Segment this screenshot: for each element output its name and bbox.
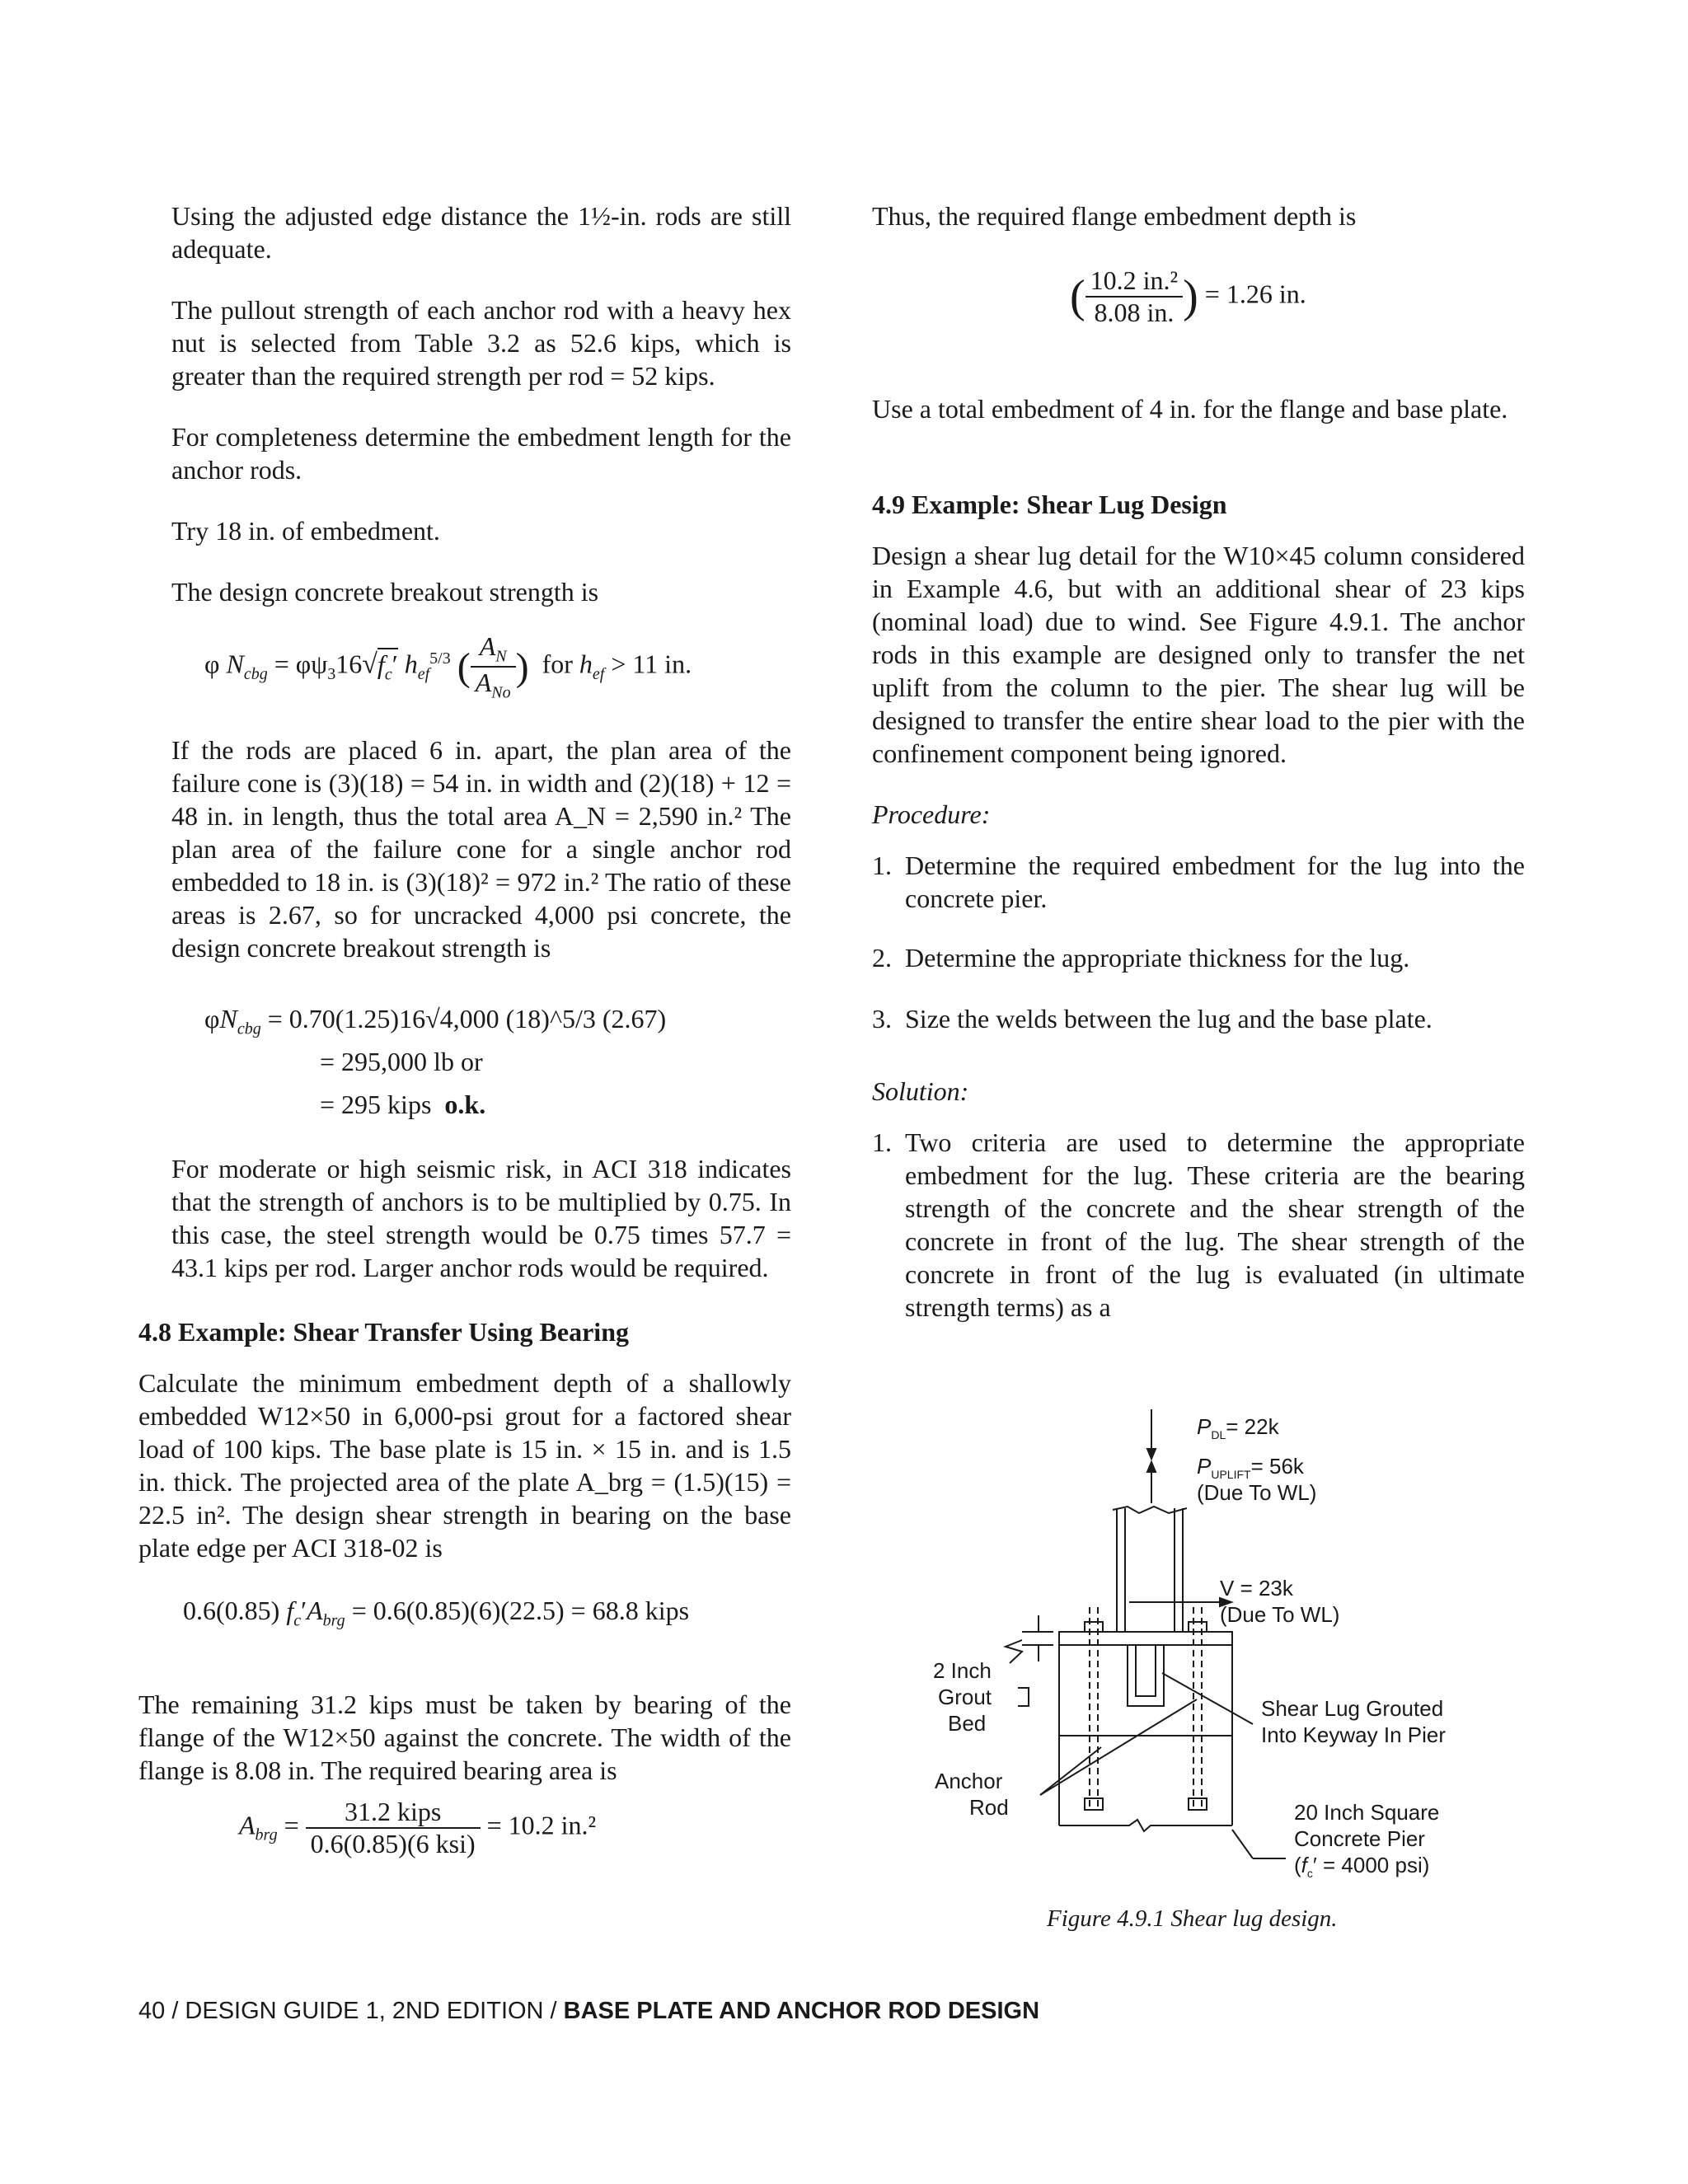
anchor-nut-bottom-left (1085, 1798, 1103, 1810)
right-paragraph-2: Use a total embedment of 4 in. for the flange and base plate. (872, 394, 1508, 424)
uplift-load-label: $P_{UPLIFT}= 56k$ (1197, 1454, 1304, 1481)
left-paragraph-7: For moderate or high seismic risk, in ACI 318 indicates that the strength of anchors is to be multiplied by 0.75. In this case, the steel strength would be 0.75 times 57.7 = 43.1 kips per rod. Larger anchor rods would be required. (171, 1154, 791, 1282)
equation-breakout-line1: $\varphi N_{cbg} = 0.70(1.25)16√4,000$ (18)^5/3 (2.67) (204, 1004, 667, 1038)
pier-break-line (1059, 1820, 1232, 1831)
procedure-label: Procedure: (872, 799, 991, 829)
grout-bracket (1018, 1688, 1029, 1706)
left-paragraph-9: The remaining 31.2 kips must be taken by bearing of the flange of the W12×50 against the concrete. The width of the flange is 8.08 in. The required bearing area is (138, 1690, 791, 1785)
equation-breakout-general: φ $N_{cbg} = \varphi\psi_316√f_c'$ $h_{ef}^{5/3}$ ( $\frac{A_N}{A_{No}}$ ) for $h_{ef} > 11$ in. (204, 631, 692, 702)
equation-bearing-area: $A_{brg}$ = $\frac{\text{31.2 kips}}{\text{0.6(0.85)(6 ksi)}}$ = 10.2 in.² (239, 1797, 597, 1858)
left-paragraph-8: Calculate the minimum embedment depth of a shallowly embedded W12×50 in 6,000-psi grout for a factored shear load of 100 kips. The base plate is 15 in. × 15 in. and is 1.5 in. thick. The projected area of the plate A_brg = (1.5)(15) = 22.5 in². The design shear strength in bearing on the base plate edge per ACI 318-02 is (138, 1368, 791, 1563)
section-heading-4-8: 4.8 Example: Shear Transfer Using Bearing (138, 1317, 629, 1347)
solution-step-1: 1. Two criteria are used to determine the appropriate embedment for the lug. These criteria are the bearing strength of the concrete and the shear strength of the concrete in front of the lug. The shear strength of the concrete in front of the lug is evaluated (in ultimate strength terms) as a (872, 1127, 1525, 1322)
anchor-nut-bottom-right (1189, 1798, 1207, 1810)
pier-label-line2: Concrete Pier (1294, 1826, 1425, 1851)
anchor-nut-right (1189, 1622, 1207, 1632)
column-break-line (1113, 1507, 1187, 1513)
footer-book-title: BASE PLATE AND ANCHOR ROD DESIGN (563, 1998, 1040, 2024)
left-paragraph-5: The design concrete breakout strength is (171, 577, 599, 607)
anchor-leader-2 (1040, 1699, 1197, 1795)
equation-breakout-line2: = 295,000 lb or (320, 1047, 483, 1076)
shear-lug (1136, 1645, 1156, 1696)
figure-caption: Figure 4.9.1 Shear lug design. (1047, 1905, 1338, 1932)
section-heading-4-9: 4.9 Example: Shear Lug Design (872, 490, 1227, 519)
left-paragraph-4: Try 18 in. of embedment. (171, 516, 440, 546)
dead-load-arrowhead (1147, 1449, 1156, 1459)
solution-label: Solution: (872, 1076, 969, 1106)
uplift-arrowhead (1147, 1462, 1156, 1472)
dead-load-label: $P_{DL}= 22k$ (1197, 1414, 1279, 1441)
procedure-step-2: 2. Determine the appropriate thickness for the lug. (872, 943, 1410, 972)
equation-breakout-line3: = 295 kips o.k. (320, 1090, 486, 1119)
shear-load-label: V = 23k (1220, 1576, 1293, 1601)
left-paragraph-3: For completeness determine the embedment length for the anchor rods. (171, 422, 791, 485)
pier-top (1059, 1645, 1232, 1736)
equation-bearing-strength: 0.6(0.85) $f_c'A_{brg} = 0.6(0.85)(6)(22.5) = 68.8$ kips (183, 1596, 690, 1630)
shear-due-to-wind-label: (Due To WL) (1220, 1602, 1340, 1627)
uplift-due-to-wind-label: (Due To WL) (1197, 1480, 1317, 1505)
anchor-rod-label-line1: Anchor (935, 1769, 1003, 1793)
base-plate (1059, 1632, 1232, 1645)
anchor-leader-1 (1040, 1747, 1101, 1795)
anchor-nut-left (1085, 1622, 1103, 1632)
procedure-step-1: 1. Determine the required embedment for the lug into the concrete pier. (872, 851, 1525, 913)
page-footer (138, 1998, 1039, 2025)
grout-label-line2: Grout (938, 1685, 992, 1709)
pier-leader-d (1232, 1830, 1253, 1858)
shear-lug-label-line2: Into Keyway In Pier (1261, 1722, 1446, 1747)
shear-lug-label-line1: Shear Lug Grouted (1261, 1696, 1444, 1721)
right-paragraph-3: Design a shear lug detail for the W10×45 column considered in Example 4.6, but with an additional shear of 23 kips (nominal load) due to wind. See Figure 4.9.1. The anchor rods in this example are designed only to transfer the net uplift from the column to the pier. The shear lug will be designed to transfer the entire shear load to the pier with the confinement component being ignored. (872, 541, 1525, 768)
shear-lug-figure (907, 1401, 1517, 1896)
left-paragraph-6: If the rods are placed 6 in. apart, the plan area of the failure cone is (3)(18) = 54 in. in width and (2)(18) + 12 = 48 in. in length, thus the total area A_N = 2,590 in.² The plan area of the failure cone for a single anchor rod embedded to 18 in. is (3)(18)² = 972 in.² The ratio of these areas is 2.67, so for uncracked 4,000 psi concrete, the design concrete breakout strength is (171, 735, 791, 963)
right-paragraph-1: Thus, the required flange embedment depth is (872, 201, 1357, 231)
footer-page-info: 40 / DESIGN GUIDE 1, 2ND EDITION / (138, 1998, 564, 2024)
procedure-step-3: 3. Size the welds between the lug and the base plate. (872, 1004, 1432, 1033)
lug-leader (1162, 1673, 1253, 1724)
grout-label-line1: 2 Inch (933, 1658, 992, 1683)
left-paragraph-2: The pullout strength of each anchor rod with a heavy hex nut is selected from Table 3.2 as 52.6 kips, which is greater than the required strength per rod = 52 kips. (171, 295, 791, 391)
anchor-rod-label-line2: Rod (969, 1795, 1009, 1820)
pier-label-line1: 20 Inch Square (1294, 1800, 1440, 1825)
grout-label-line3: Bed (948, 1711, 987, 1736)
grout-leader (1006, 1640, 1022, 1663)
left-paragraph-1: Using the adjusted edge distance the 1½-in. rods are still adequate. (171, 201, 791, 264)
equation-embedment-depth: ( $\frac{\text{10.2 in.²}}{8.08 in.}$ ) = 1.26 in. (1070, 265, 1306, 327)
pier-label-line3: ($f_c' = 4000$ psi) (1294, 1853, 1430, 1880)
